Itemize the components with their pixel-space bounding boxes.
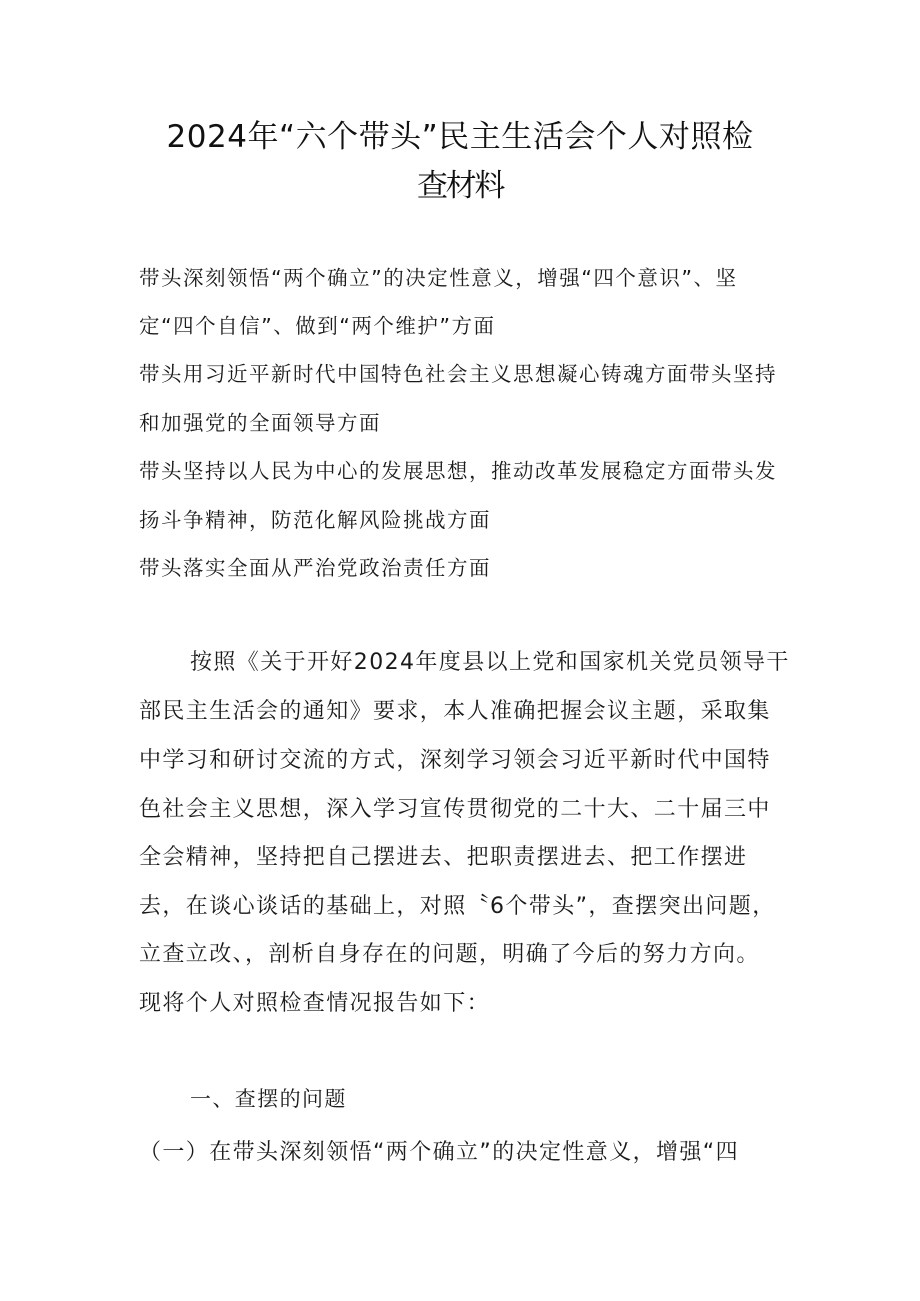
toc-line: 带头用习近平新时代中国特色社会主义思想凝心铸魂方面带头坚持	[139, 362, 777, 386]
intro-line: 色社会主义思想，深入学习宣传贯彻党的二十大、二十届三中	[139, 797, 771, 822]
intro-line: 全会精神，坚持把自己摆进去、把职责摆进去、把工作摆进	[139, 845, 748, 870]
toc-line: 和加强党的全面领导方面	[139, 411, 381, 435]
intro-line: 按照《关于开好2024年度县以上党和国家机关党员领导干	[190, 650, 790, 675]
document-title-line-1: 2024年“六个带头”民主生活会个人对照检	[166, 119, 754, 155]
intro-line: 部民主生活会的通知》要求，本人准确把握会议主题，采取集	[139, 699, 771, 724]
toc-line: 带头深刻领悟“两个确立”的决定性意义，增强“四个意识”、坚	[139, 266, 738, 290]
intro-line: 立查立改、，剖析自身存在的问题，明确了今后的努力方向。	[139, 942, 760, 967]
subsection-heading: （一）在带头深刻领悟“两个确立”的决定性意义，增强“四	[139, 1140, 739, 1165]
toc-line: 带头落实全面从严治党政治责任方面	[139, 556, 491, 580]
toc-line: 扬斗争精神，防范化解风险挑战方面	[139, 508, 491, 532]
intro-line: 中学习和研讨交流的方式，深刻学习领会习近平新时代中国特	[139, 748, 771, 773]
section-heading: 一、查摆的问题	[190, 1087, 347, 1111]
document-title-line-2: 查材料	[417, 168, 503, 204]
intro-line: 现将个人对照检查情况报告如下：	[139, 991, 491, 1016]
toc-line: 带头坚持以人民为中心的发展思想，推动改革发展稳定方面带头发	[139, 459, 777, 483]
toc-line: 定“四个自信”、做到“两个维护”方面	[139, 314, 496, 338]
intro-line: 去，在谈心谈话的基础上，对照〝6个带头”，查摆突出问题，	[139, 894, 776, 919]
